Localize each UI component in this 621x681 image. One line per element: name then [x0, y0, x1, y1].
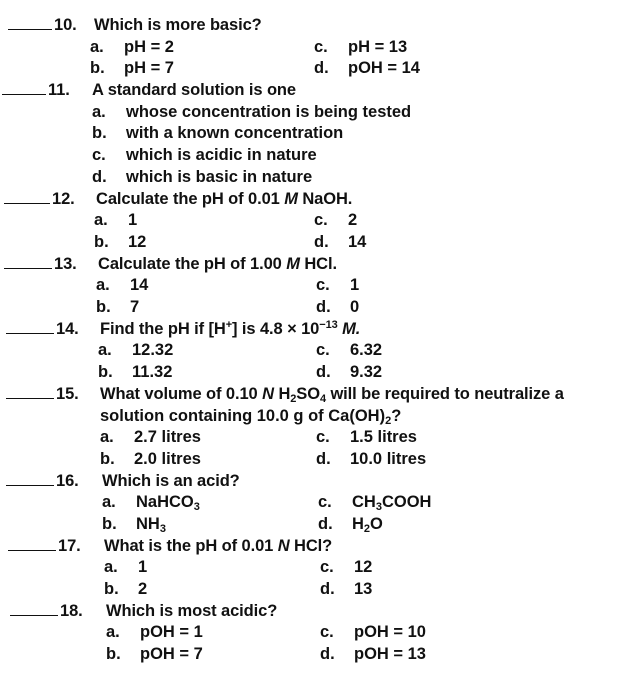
option-b: [100, 449, 201, 471]
option-text: 0: [350, 298, 360, 317]
option-a: [0, 102, 621, 124]
option-d: [0, 167, 621, 189]
option-text: 2: [348, 211, 358, 230]
options-row: [0, 514, 621, 536]
option-d: [316, 449, 426, 471]
option-letter: d.: [318, 515, 333, 533]
answer-blank[interactable]: [2, 80, 46, 95]
option-letter: c.: [320, 623, 334, 642]
stem-text: will be required to neutralize a: [330, 384, 564, 403]
option-letter: a.: [100, 428, 114, 447]
option-text: 9.32: [350, 363, 383, 382]
answer-blank[interactable]: [8, 15, 52, 30]
option-text: 2.7 litres: [134, 428, 201, 447]
stem-text: HCl?: [294, 536, 333, 555]
option-b: [104, 579, 147, 601]
option-b: [102, 514, 166, 536]
option-c: [320, 557, 372, 579]
option-b: [96, 297, 139, 319]
option-text: pOH = 14: [348, 59, 420, 78]
normality-symbol: N: [262, 384, 274, 403]
options-row: [0, 58, 621, 80]
option-letter: c.: [316, 276, 330, 295]
option-a: [100, 427, 201, 449]
option-text: 1: [128, 211, 138, 230]
options-row: [0, 297, 621, 319]
option-letter: a.: [94, 211, 108, 230]
question-number: 10.: [54, 16, 77, 34]
question-line: [0, 254, 621, 276]
molarity-symbol: M: [284, 189, 298, 208]
option-text: pH = 13: [348, 37, 408, 56]
formula: H: [278, 384, 291, 403]
question-16: [0, 471, 621, 536]
option-letter: c.: [314, 37, 328, 56]
option-d: [316, 362, 382, 384]
answer-blank[interactable]: [10, 601, 58, 616]
question-stem: [100, 384, 564, 406]
option-text: 12: [128, 232, 147, 251]
subscript: 2: [290, 392, 297, 405]
question-stem: [104, 536, 332, 558]
options-row: [0, 210, 621, 232]
options-row: [0, 362, 621, 384]
options-row: [0, 449, 621, 471]
option-d: [320, 644, 426, 666]
option-letter: d.: [316, 363, 331, 382]
answer-blank[interactable]: [6, 471, 54, 486]
option-text: 11.32: [132, 363, 173, 382]
subscript: 2: [385, 414, 392, 427]
option-c: [316, 340, 382, 362]
option-a: [94, 210, 137, 232]
question-stem: Which is an acid?: [102, 471, 240, 490]
option-c: [314, 37, 407, 59]
stem-text: solution containing 10.0 g of Ca(OH): [100, 406, 386, 425]
question-number: 12.: [52, 189, 75, 208]
option-b: [94, 232, 146, 254]
option-text: 2.0 litres: [134, 449, 201, 468]
options-row: [0, 427, 621, 449]
question-line: [0, 319, 621, 341]
options-row: [0, 579, 621, 601]
option-letter: c.: [320, 558, 334, 577]
option-letter: d.: [314, 232, 329, 251]
option-d: [314, 58, 420, 80]
answer-blank[interactable]: [6, 384, 54, 399]
option-text: 10.0 litres: [350, 449, 427, 468]
option-text: 14: [348, 232, 367, 251]
option-letter: d.: [314, 59, 329, 78]
option-letter: c.: [314, 211, 328, 230]
subscript: 3: [159, 523, 166, 535]
options-row: [0, 340, 621, 362]
option-letter: a.: [102, 493, 116, 512]
question-18: [0, 601, 621, 666]
option-letter: b.: [98, 363, 113, 382]
stem-text: ?: [391, 406, 402, 425]
formula: COOH: [381, 493, 432, 512]
question-10: [0, 15, 621, 80]
question-number: 17.: [58, 536, 81, 555]
superscript: +: [225, 318, 233, 331]
option-d: [320, 579, 372, 601]
option-text: pH = 7: [124, 59, 174, 78]
option-letter: a.: [92, 102, 106, 121]
option-c: [314, 210, 357, 232]
option-c: [316, 427, 417, 449]
option-text: pOH = 13: [354, 645, 426, 664]
formula: SO: [296, 384, 320, 403]
option-text: 1: [138, 558, 148, 577]
option-c: [0, 145, 621, 167]
option-d: [316, 297, 359, 319]
question-12: [0, 189, 621, 254]
option-text: 12.32: [132, 341, 174, 360]
option-text: 6.32: [350, 341, 383, 360]
option-text: 12: [354, 558, 373, 577]
options-row: [0, 644, 621, 666]
subscript: 3: [193, 501, 200, 514]
question-line: [0, 536, 621, 558]
answer-blank[interactable]: [6, 319, 54, 334]
options-row: [0, 275, 621, 297]
question-stem: A standard solution is one: [92, 81, 296, 100]
stem-text: What is the pH of 0.01: [104, 536, 274, 555]
molarity-symbol: M.: [342, 319, 361, 338]
stem-text: Find the pH if [H: [100, 319, 226, 338]
question-number: 11.: [48, 81, 70, 100]
option-a: [106, 622, 203, 644]
question-17: [0, 536, 621, 601]
option-c: [316, 275, 359, 297]
question-stem: Which is most acidic?: [106, 601, 278, 620]
subscript: 3: [375, 501, 382, 514]
option-text: pH = 2: [124, 37, 174, 56]
stem-text: Calculate the pH of 1.00: [98, 254, 282, 273]
superscript: −13: [319, 318, 338, 331]
option-letter: c.: [92, 146, 106, 165]
answer-blank[interactable]: [4, 189, 50, 204]
option-b: [106, 644, 203, 666]
option-b: [98, 362, 172, 384]
options-row: [0, 622, 621, 644]
stem-text: What volume of 0.10: [100, 384, 258, 403]
question-line: [0, 15, 621, 37]
question-number: 16.: [56, 471, 79, 490]
question-line: [0, 80, 621, 102]
options-row: [0, 232, 621, 254]
molarity-symbol: M: [286, 254, 300, 273]
option-a: [102, 492, 200, 514]
option-text: 1.5 litres: [350, 428, 417, 447]
option-text: pOH = 1: [140, 623, 203, 642]
options-row: [0, 557, 621, 579]
option-a: [90, 37, 174, 59]
stem-text: HCl.: [304, 254, 337, 273]
option-text: 1: [350, 276, 360, 295]
answer-blank[interactable]: [4, 254, 52, 269]
option-letter: b.: [94, 232, 109, 251]
option-letter: a.: [106, 623, 120, 642]
option-letter: c.: [316, 341, 330, 360]
option-letter: a.: [96, 276, 110, 295]
question-number: 13.: [54, 254, 77, 273]
option-letter: d.: [320, 580, 335, 599]
question-14: [0, 319, 621, 384]
option-letter: d.: [320, 645, 335, 664]
options-row: [0, 492, 621, 514]
worksheet: [0, 15, 621, 666]
stem-text: NaOH.: [302, 189, 353, 208]
option-letter: a.: [90, 37, 104, 56]
question-line: [0, 471, 621, 493]
formula: CH: [352, 493, 376, 512]
option-letter: c.: [316, 428, 330, 447]
option-letter: b.: [102, 515, 117, 533]
formula: H: [352, 515, 364, 533]
question-number: 15.: [56, 384, 79, 403]
option-letter: b.: [104, 580, 119, 599]
option-d: [318, 514, 383, 536]
question-13: [0, 254, 621, 319]
option-d: [314, 232, 366, 254]
option-letter: b.: [90, 59, 105, 78]
stem-text: ] is 4.8 × 10: [232, 319, 320, 338]
option-letter: a.: [104, 558, 118, 577]
question-stem: [100, 319, 360, 341]
option-letter: c.: [318, 493, 332, 512]
option-text: pOH = 7: [140, 645, 203, 664]
option-text: 13: [354, 580, 373, 599]
option-text: whose concentration is being tested: [126, 102, 412, 121]
question-line: [0, 601, 621, 623]
answer-blank[interactable]: [8, 536, 56, 551]
option-text: which is basic in nature: [126, 167, 313, 186]
option-c: [320, 622, 426, 644]
option-text: which is acidic in nature: [126, 146, 317, 165]
question-stem: Which is more basic?: [94, 16, 262, 34]
question-stem: [98, 254, 337, 276]
question-line: [0, 384, 621, 406]
option-letter: d.: [92, 167, 107, 186]
option-text: 7: [130, 298, 140, 317]
option-text: with a known concentration: [126, 124, 344, 143]
option-letter: b.: [96, 298, 111, 317]
question-stem-line-2: [0, 406, 621, 428]
formula: NH: [136, 515, 160, 533]
option-text: pOH = 10: [354, 623, 426, 642]
formula: NaHCO: [136, 493, 194, 512]
subscript: 2: [363, 523, 371, 535]
option-letter: d.: [316, 298, 331, 317]
option-letter: b.: [92, 124, 107, 143]
question-stem: [96, 189, 352, 211]
option-a: [96, 275, 148, 297]
option-c: [318, 492, 431, 514]
subscript: 4: [319, 392, 326, 405]
normality-symbol: N: [277, 536, 290, 555]
option-a: [98, 340, 173, 362]
question-11: [0, 80, 621, 189]
question-15: [0, 384, 621, 471]
option-letter: d.: [316, 449, 331, 468]
option-b: [0, 123, 621, 145]
formula: O: [370, 515, 383, 533]
option-text: 2: [138, 580, 148, 599]
options-row: [0, 37, 621, 59]
option-letter: b.: [100, 449, 115, 468]
question-line: [0, 189, 621, 211]
question-number: 18.: [60, 601, 83, 620]
option-b: [90, 58, 174, 80]
option-text: 14: [130, 276, 149, 295]
option-letter: a.: [98, 341, 112, 360]
stem-text: Calculate the pH of 0.01: [96, 189, 280, 208]
option-a: [104, 557, 147, 579]
question-number: 14.: [56, 319, 79, 338]
option-letter: b.: [106, 645, 121, 664]
